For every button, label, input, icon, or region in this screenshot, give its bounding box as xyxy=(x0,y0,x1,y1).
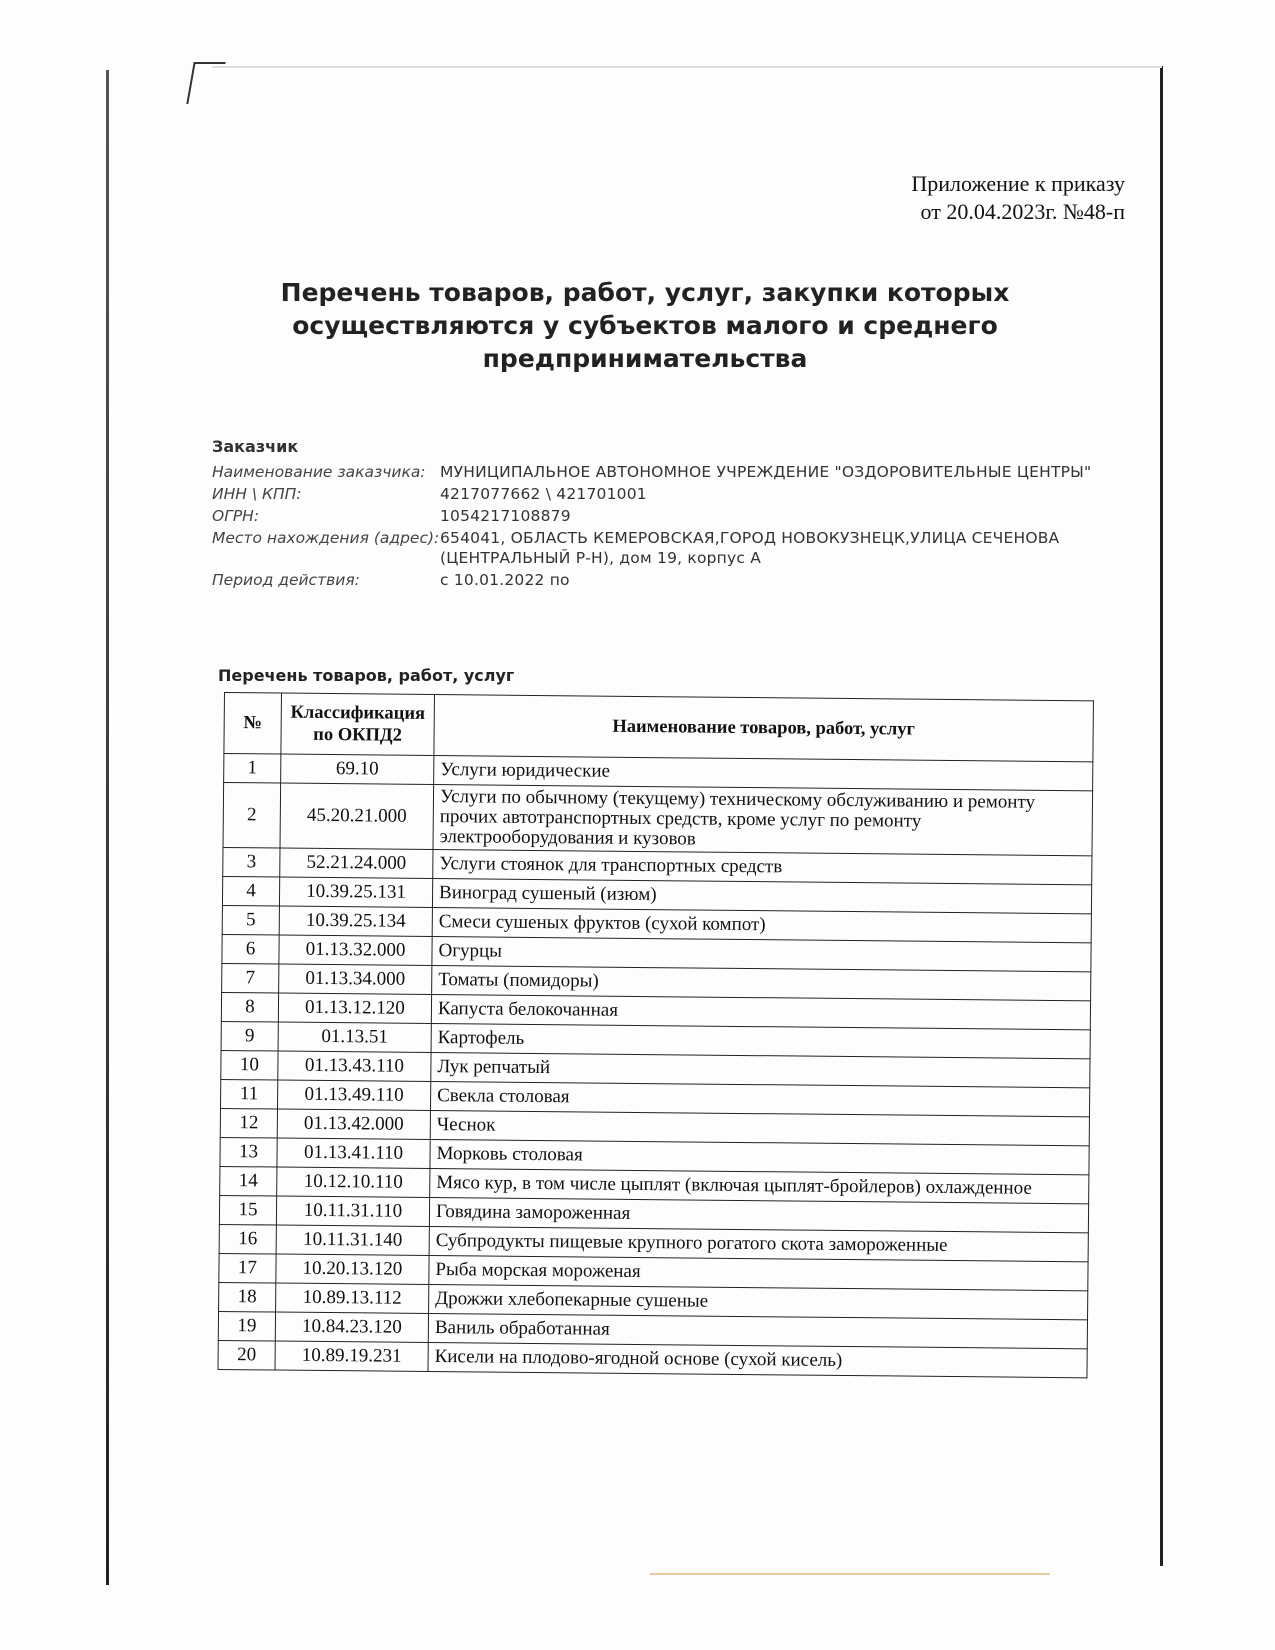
cell-code: 10.89.13.112 xyxy=(276,1283,429,1313)
annex-reference xyxy=(911,170,1125,226)
cell-code: 69.10 xyxy=(281,754,434,784)
customer-field-ogrn xyxy=(212,506,1112,526)
cell-code: 01.13.42.000 xyxy=(277,1109,430,1139)
cell-num: 19 xyxy=(218,1311,275,1341)
cell-code: 10.11.31.140 xyxy=(276,1225,429,1255)
cell-code: 01.13.51 xyxy=(278,1022,431,1052)
cell-code: 52.21.24.000 xyxy=(280,848,433,878)
cell-code: 01.13.32.000 xyxy=(279,935,432,965)
page-edge-bottom xyxy=(650,1573,1050,1575)
cell-name: Свекла столовая xyxy=(430,1082,1089,1117)
cell-name: Услуги по обычному (текущему) техническому обслуживанию и ремонту прочих автотранспортных средств, кроме услуг по ремонту электрооборудования и кузовов xyxy=(433,785,1093,856)
list-heading: Перечень товаров, работ, услуг xyxy=(218,666,515,685)
cell-num: 1 xyxy=(224,754,281,784)
customer-field-name xyxy=(212,462,1112,482)
cell-code: 01.13.12.120 xyxy=(278,993,431,1023)
cell-num: 9 xyxy=(221,1021,278,1051)
field-value: 4217077662 \ 421701001 xyxy=(440,485,647,503)
page-edge-right xyxy=(1160,66,1163,1566)
field-label: ИНН \ КПП: xyxy=(212,485,302,503)
field-value: 1054217108879 xyxy=(440,507,571,525)
annex-line-2: от 20.04.2023г. №48-п xyxy=(920,199,1125,224)
cell-name: Томаты (помидоры) xyxy=(432,966,1091,1001)
field-value: 654041, ОБЛАСТЬ КЕМЕРОВСКАЯ,ГОРОД НОВОКУЗНЕЦК,УЛИЦА СЕЧЕНОВА (ЦЕНТРАЛЬНЫЙ Р-Н), дом 19, корпус А xyxy=(440,529,1060,567)
cell-name: Услуги юридические xyxy=(434,756,1093,791)
cell-num: 11 xyxy=(221,1079,278,1109)
cell-name: Капуста белокочанная xyxy=(431,995,1090,1030)
cell-num: 4 xyxy=(222,876,279,906)
customer-field-period xyxy=(212,570,1112,590)
cell-num: 15 xyxy=(219,1195,276,1225)
cell-code: 10.12.10.110 xyxy=(277,1167,430,1197)
cell-num: 13 xyxy=(220,1137,277,1167)
cell-name: Виноград сушеный (изюм) xyxy=(432,879,1091,914)
field-label: Наименование заказчика: xyxy=(212,463,426,481)
field-value: с 10.01.2022 по xyxy=(440,571,570,589)
customer-block xyxy=(212,437,1112,592)
cell-num: 7 xyxy=(222,963,279,993)
annex-line-1: Приложение к приказу xyxy=(911,171,1125,196)
cell-code: 01.13.43.110 xyxy=(278,1051,431,1081)
cell-name: Дрожжи хлебопекарные сушеные xyxy=(429,1284,1088,1319)
table-header-row xyxy=(224,693,1094,762)
cell-code: 10.89.19.231 xyxy=(275,1341,428,1371)
cell-num: 8 xyxy=(221,992,278,1022)
cell-name: Морковь столовая xyxy=(430,1140,1089,1175)
cell-num: 20 xyxy=(218,1340,275,1370)
cell-name: Говядина замороженная xyxy=(429,1197,1088,1232)
field-label: Период действия: xyxy=(212,571,360,589)
cell-code: 10.11.31.110 xyxy=(276,1196,429,1226)
cell-code: 10.39.25.131 xyxy=(279,877,432,907)
field-label: ОГРН: xyxy=(212,507,260,525)
cell-num: 10 xyxy=(221,1050,278,1080)
cell-name: Чеснок xyxy=(430,1111,1089,1146)
cell-name: Лук репчатый xyxy=(431,1053,1090,1088)
table-row xyxy=(223,783,1093,856)
header-num: № xyxy=(224,693,282,755)
cell-code: 45.20.21.000 xyxy=(280,783,434,849)
cell-name: Кисели на плодово-ягодной основе (сухой кисель) xyxy=(428,1342,1087,1377)
header-name: Наименование товаров, работ, услуг xyxy=(434,695,1094,762)
field-value: МУНИЦИПАЛЬНОЕ АВТОНОМНОЕ УЧРЕЖДЕНИЕ "ОЗДОРОВИТЕЛЬНЫЕ ЦЕНТРЫ" xyxy=(440,463,1092,481)
cell-num: 18 xyxy=(219,1282,276,1312)
cell-name: Ваниль обработанная xyxy=(428,1313,1087,1348)
cell-code: 01.13.49.110 xyxy=(277,1080,430,1110)
cell-num: 17 xyxy=(219,1253,276,1283)
cell-name: Рыба морская мороженая xyxy=(429,1255,1088,1290)
page-edge-left xyxy=(106,70,109,1585)
cell-name: Смеси сушеных фруктов (сухой компот) xyxy=(432,908,1091,943)
cell-name: Субпродукты пищевые крупного рогатого скота замороженные xyxy=(429,1226,1088,1261)
document-title: Перечень товаров, работ, услуг, закупки которых осуществляются у субъектов малого и среднего предпринимательства xyxy=(280,278,1010,373)
header-code: Классификация по ОКПД2 xyxy=(281,693,435,755)
cell-num: 5 xyxy=(222,905,279,935)
goods-table xyxy=(217,692,1093,1378)
folded-corner xyxy=(186,62,225,104)
page-edge-top xyxy=(212,66,1162,68)
cell-num: 6 xyxy=(222,934,279,964)
cell-num: 2 xyxy=(223,783,281,849)
cell-name: Мясо кур, в том числе цыплят (включая цыплят-бройлеров) охлажденное xyxy=(430,1168,1089,1203)
cell-code: 01.13.41.110 xyxy=(277,1138,430,1168)
cell-code: 10.20.13.120 xyxy=(276,1254,429,1284)
customer-field-inn-kpp xyxy=(212,484,1112,504)
cell-name: Услуги стоянок для транспортных средств xyxy=(433,850,1092,885)
cell-num: 12 xyxy=(220,1108,277,1138)
cell-code: 10.84.23.120 xyxy=(275,1312,428,1342)
cell-code: 01.13.34.000 xyxy=(279,964,432,994)
cell-code: 10.39.25.134 xyxy=(279,906,432,936)
cell-name: Картофель xyxy=(431,1024,1090,1059)
table-body xyxy=(218,754,1093,1378)
customer-heading: Заказчик xyxy=(212,437,299,456)
customer-field-address xyxy=(212,528,1112,568)
cell-num: 14 xyxy=(220,1166,277,1196)
field-label: Место нахождения (адрес): xyxy=(212,529,440,547)
cell-num: 3 xyxy=(223,847,280,877)
cell-name: Огурцы xyxy=(432,937,1091,972)
cell-num: 16 xyxy=(219,1224,276,1254)
